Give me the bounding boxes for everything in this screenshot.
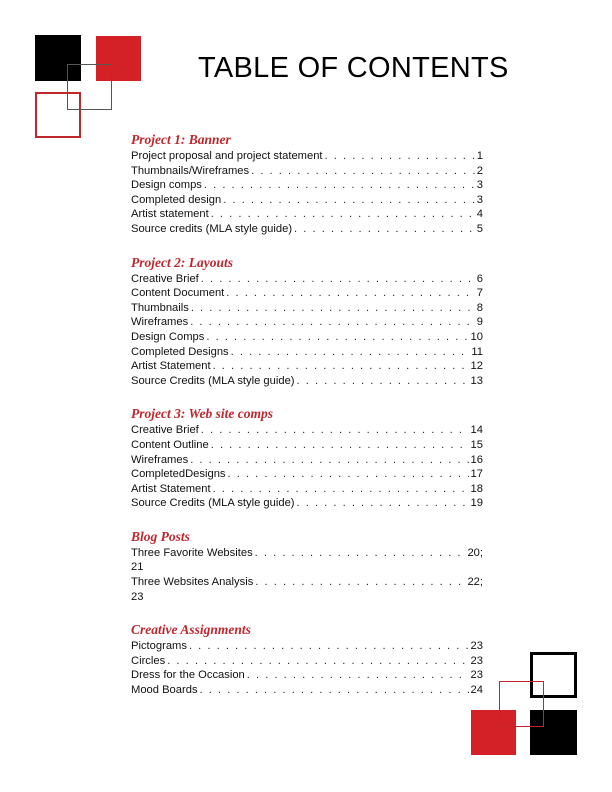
entry-label: Thumbnails/Wireframes — [131, 164, 250, 177]
dot-leader — [255, 546, 466, 561]
decor-connector-line — [543, 681, 544, 727]
entry-page: 5 — [476, 222, 483, 235]
section-title: Blog Posts — [131, 528, 190, 544]
entry-label: Three Favorite Websites — [131, 546, 253, 559]
toc-entry[interactable] — [131, 149, 483, 164]
entry-label: Creative Brief — [131, 424, 199, 437]
entry-page: 22; — [467, 576, 483, 589]
entry-label: Wireframes — [131, 316, 189, 329]
entry-page: 14 — [470, 424, 483, 437]
entry-label: Thumbnails — [131, 301, 189, 314]
toc-section — [131, 132, 483, 237]
toc-entry[interactable] — [131, 315, 483, 330]
entry-page: 11 — [471, 345, 483, 358]
entry-page: 15 — [470, 438, 483, 451]
entry-label: Artist Statement — [131, 482, 211, 495]
section-title: Creative Assignments — [131, 622, 251, 638]
dot-leader — [189, 639, 469, 654]
dot-leader — [211, 438, 469, 453]
decor-connector-line — [499, 726, 544, 727]
toc-entry[interactable] — [131, 193, 483, 208]
entry-page: 7 — [476, 287, 483, 300]
entry-label: Completed Designs — [131, 345, 229, 358]
toc-section — [131, 529, 483, 604]
entry-page-continued: 23 — [131, 590, 144, 603]
toc-entry[interactable] — [131, 467, 483, 482]
section-title: Project 1: Banner — [131, 132, 231, 147]
decor-square-black-topleft — [35, 35, 81, 81]
dot-leader — [200, 683, 469, 698]
dot-leader — [255, 575, 465, 590]
toc-entry[interactable] — [131, 453, 483, 468]
decor-connector-line — [111, 64, 112, 110]
dot-leader — [226, 286, 474, 301]
dot-leader — [294, 222, 475, 237]
toc-entry[interactable] — [131, 683, 483, 698]
dot-leader — [190, 453, 468, 468]
entry-page: 3 — [476, 193, 483, 206]
dot-leader — [325, 149, 475, 164]
entry-page: 23 — [470, 640, 483, 653]
dot-leader — [201, 423, 469, 438]
dot-leader — [204, 178, 475, 193]
toc-section — [131, 255, 483, 389]
decor-connector-line — [67, 64, 112, 65]
toc-section — [131, 622, 483, 697]
toc-entry[interactable] — [131, 482, 483, 497]
toc-entry[interactable] — [131, 438, 483, 453]
decor-square-red-topleft — [96, 36, 141, 81]
toc-entry[interactable] — [131, 423, 483, 438]
entry-page: 24 — [470, 684, 483, 697]
entry-page: 9 — [476, 316, 483, 329]
dot-leader — [211, 207, 475, 222]
entry-label: Circles — [131, 654, 166, 667]
toc-entry[interactable] — [131, 207, 483, 222]
entry-label: Artist statement — [131, 208, 209, 221]
dot-leader — [206, 330, 468, 345]
entry-label: Project proposal and project statement — [131, 150, 323, 162]
entry-label: Source Credits (MLA style guide) — [131, 497, 295, 510]
dot-leader — [228, 467, 469, 482]
dot-leader — [201, 272, 475, 287]
decor-connector-line — [499, 681, 544, 682]
toc-entry[interactable] — [131, 301, 483, 316]
toc-entry[interactable] — [131, 575, 483, 604]
entry-label: Source credits (MLA style guide) — [131, 222, 293, 235]
entry-page: 19 — [470, 497, 483, 510]
toc-entry[interactable] — [131, 654, 483, 669]
entry-page: 13 — [470, 374, 483, 387]
decor-square-black-bottomright — [530, 710, 577, 755]
entry-page: 6 — [476, 272, 483, 285]
entry-page: 17 — [470, 468, 483, 481]
entry-label: Source Credits (MLA style guide) — [131, 374, 295, 387]
dot-leader — [213, 359, 469, 374]
entry-label: Design Comps — [131, 330, 205, 343]
toc-entry[interactable] — [131, 496, 483, 511]
entry-label: Completed design — [131, 193, 222, 206]
toc-entry[interactable] — [131, 178, 483, 193]
decor-connector-line — [499, 681, 500, 727]
decor-square-outline-topleft — [35, 92, 81, 138]
toc-entry[interactable] — [131, 639, 483, 654]
toc-entry[interactable] — [131, 330, 483, 345]
entry-label: Three Websites Analysis — [131, 576, 254, 589]
toc-entry[interactable] — [131, 286, 483, 301]
page-title: TABLE OF CONTENTS — [198, 52, 509, 84]
entry-label: Content Outline — [131, 438, 209, 451]
decor-square-red-bottomright — [471, 710, 516, 755]
toc-entry[interactable] — [131, 546, 483, 575]
dot-leader — [251, 164, 475, 179]
toc-entry[interactable] — [131, 164, 483, 179]
entry-label: Pictograms — [131, 640, 187, 653]
dot-leader — [190, 315, 475, 330]
dot-leader — [231, 345, 470, 360]
entry-label: Creative Brief — [131, 272, 199, 285]
entry-page: 8 — [476, 301, 483, 314]
entry-page: 23 — [470, 654, 483, 667]
entry-page: 3 — [476, 179, 483, 192]
entry-label: Wireframes — [131, 453, 189, 466]
entry-label: Content Document — [131, 287, 225, 300]
entry-page: 18 — [470, 482, 483, 495]
dot-leader — [297, 496, 469, 511]
section-title: Project 3: Web site comps — [131, 406, 273, 422]
dot-leader — [213, 482, 469, 497]
entry-page-continued: 21 — [131, 561, 144, 574]
dot-leader — [167, 654, 468, 669]
entry-label: Design comps — [131, 179, 202, 192]
toc-entry[interactable] — [131, 345, 483, 360]
decor-connector-line — [67, 64, 68, 110]
toc-entry[interactable] — [131, 374, 483, 389]
entry-page: 23 — [470, 669, 483, 682]
toc-entry[interactable] — [131, 359, 483, 374]
decor-connector-line — [67, 109, 112, 110]
toc-section — [131, 406, 483, 511]
entry-page: 20; — [467, 546, 483, 559]
dot-leader — [191, 301, 475, 316]
entry-page: 4 — [476, 208, 483, 221]
entry-page: 12 — [470, 360, 483, 373]
entry-label: Artist Statement — [131, 360, 211, 373]
dot-leader — [297, 374, 469, 389]
dot-leader — [223, 193, 475, 208]
toc-entry[interactable] — [131, 272, 483, 287]
entry-label: CompletedDesigns — [131, 468, 226, 481]
entry-page: 10 — [470, 330, 483, 343]
table-of-contents — [131, 132, 483, 716]
decor-square-outline-bottomright — [530, 652, 577, 698]
dot-leader — [247, 668, 469, 683]
entry-page: 16 — [470, 453, 483, 466]
entry-label: Dress for the Occasion — [131, 669, 245, 682]
toc-entry[interactable] — [131, 668, 483, 683]
toc-entry[interactable] — [131, 222, 483, 237]
entry-page: 2 — [476, 164, 483, 177]
entry-label: Mood Boards — [131, 684, 198, 697]
entry-page: 1 — [476, 150, 483, 162]
section-title: Project 2: Layouts — [131, 254, 233, 270]
